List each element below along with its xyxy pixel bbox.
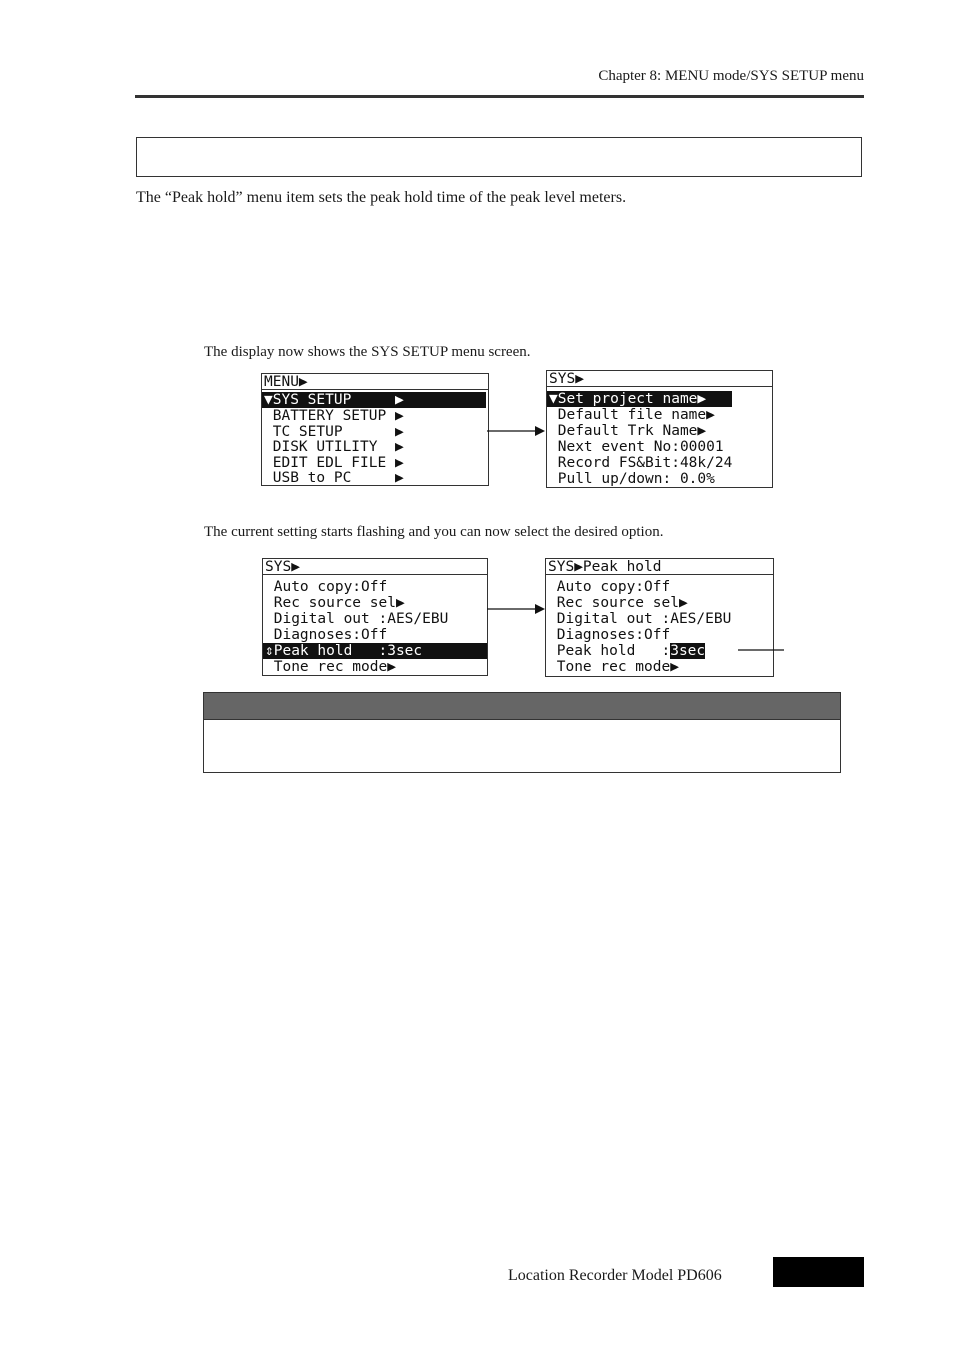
lcd-title: SYS▶ [263,559,487,575]
lcd-menu-screen [261,373,489,486]
lcd-row: Tone rec mode▶ [548,659,679,675]
lcd-row: Record FS&Bit:48k/24 [549,455,733,471]
lcd-row: BATTERY SETUP ▶ [264,408,404,424]
intro-text: The “Peak hold” menu item sets the peak hold time of the peak level meters. [136,189,627,206]
lcd-row: Diagnoses:Off [265,627,388,643]
lcd-row-selected: ▼Set project name▶ [547,391,732,407]
lcd-row: Next event No:00001 [549,439,724,455]
lcd-row: Pull up/down: 0.0% [549,471,715,487]
lcd-row: DISK UTILITY ▶ [264,439,404,455]
lcd-row: Auto copy:Off [265,579,388,595]
lcd-title: MENU▶ [262,374,488,390]
lcd-title: SYS▶ [547,371,772,387]
lcd-row: Digital out :AES/EBU [265,611,449,627]
note-menu-screen: The display now shows the SYS SETUP menu screen. [204,344,531,360]
section-title-box [136,137,862,177]
lcd-row: TC SETUP ▶ [264,424,404,440]
lcd-sys-peak-selected [262,558,488,676]
lcd-row: Tone rec mode▶ [265,659,396,675]
lcd-row: EDIT EDL FILE ▶ [264,455,404,471]
lcd-title: SYS▶Peak hold [546,559,773,575]
lcd-sys-screen [546,370,773,488]
lcd-row-selected: ⇕Peak hold :3sec [263,643,487,659]
header-rule [135,95,864,98]
lcd-row: Diagnoses:Off [548,627,671,643]
lcd-row: Default file name▶ [549,407,715,423]
lcd-row: Default Trk Name▶ [549,423,707,439]
note-flashing: The current setting starts flashing and you can now select the desired option. [204,524,664,540]
arrow-right-icon [487,602,547,616]
peak-hold-label: Peak hold : [548,643,671,659]
footer-model: Location Recorder Model PD606 [508,1267,722,1284]
lcd-peak-hold-screen [545,558,774,677]
lcd-row: Rec source sel▶ [548,595,688,611]
page-number-tab [773,1257,864,1287]
caution-header-bar [204,693,840,720]
arrow-right-icon [487,424,547,438]
lcd-row: Rec source sel▶ [265,595,405,611]
callout-line [738,645,786,655]
lcd-row: Digital out :AES/EBU [548,611,732,627]
lcd-row: USB to PC ▶ [264,470,404,486]
peak-hold-value: 3sec [670,643,706,659]
caution-box [203,692,841,773]
chapter-header: Chapter 8: MENU mode/SYS SETUP menu [598,68,864,84]
lcd-row: Auto copy:Off [548,579,671,595]
lcd-row-selected: ▼SYS SETUP ▶ [262,392,486,408]
